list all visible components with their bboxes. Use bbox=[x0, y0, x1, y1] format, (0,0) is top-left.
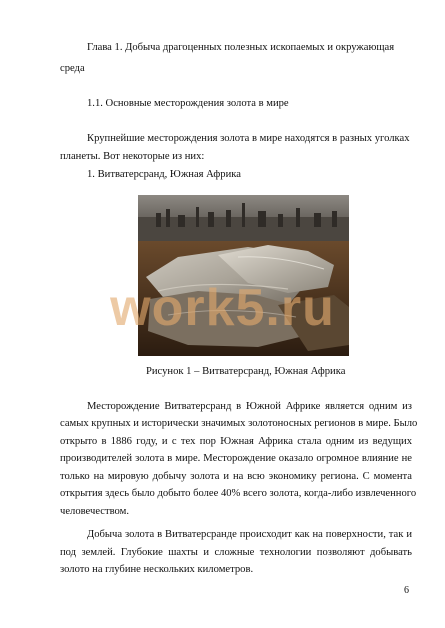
paragraph1-line-1: Месторождение Витватерсранд в Южной Африке является одним из bbox=[87, 401, 412, 412]
chapter-heading-line-1: Глава 1. Добыча драгоценных полезных ископаемых и окружающая bbox=[87, 42, 395, 53]
paragraph1-line-7: человечеством. bbox=[60, 506, 129, 517]
watermark: work5.ru bbox=[110, 279, 335, 337]
figure-image bbox=[138, 195, 349, 356]
paragraph1-line-2: самых крупных и исторически значимых золотоносных регионов в мире. Было bbox=[60, 418, 418, 429]
intro-line-2: планеты. Вот некоторые из них: bbox=[60, 151, 205, 162]
intro-line-1: Крупнейшие месторождения золота в мире находятся в разных уголках bbox=[87, 133, 410, 144]
paragraph1-line-3: открыто в 1886 году, и с тех пор Южная Африка стала одним из ведущих bbox=[60, 436, 412, 447]
figure-caption: Рисунок 1 – Витватерсранд, Южная Африка bbox=[146, 366, 346, 377]
paragraph1-line-5: только на мировую добычу золота и на всю экономику региона. С момента bbox=[60, 471, 412, 482]
paragraph2-line-3: золото на глубине нескольких километров. bbox=[60, 564, 254, 575]
list-item: 1. Витватерсранд, Южная Африка bbox=[87, 169, 241, 180]
page-number: 6 bbox=[404, 585, 409, 596]
paragraph1-line-4: производителей золота в мире. Месторождение оказало огромное влияние не bbox=[60, 453, 412, 464]
paragraph2-line-2: под землей. Глубокие шахты и сложные технологии позволяют добывать bbox=[60, 547, 412, 558]
section-heading: 1.1. Основные месторождения золота в мире bbox=[87, 98, 289, 109]
mine-dumps-photo bbox=[138, 195, 349, 356]
paragraph1-line-6: открытия здесь было добыто более 40% всего золота, когда-либо извлеченного bbox=[60, 488, 417, 499]
paragraph2-line-1: Добыча золота в Витватерсранде происходит как на поверхности, так и bbox=[87, 529, 412, 540]
chapter-heading-line-2: среда bbox=[60, 63, 85, 74]
